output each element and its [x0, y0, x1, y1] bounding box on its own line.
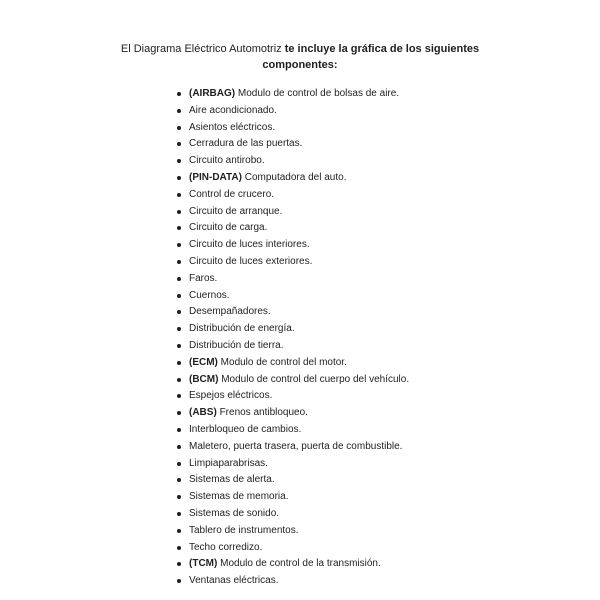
bullet-icon [177, 562, 181, 566]
list-item [175, 220, 409, 237]
list-item [175, 187, 409, 204]
component-list [175, 86, 409, 590]
list-item [175, 472, 409, 489]
component-text: Control de crucero. [189, 188, 275, 200]
list-item [175, 288, 409, 305]
list-item [175, 153, 409, 170]
bullet-icon [177, 579, 181, 583]
component-text: Circuito de luces exteriores. [189, 255, 313, 267]
component-text: Circuito de luces interiores. [189, 239, 310, 251]
component-text: Sistemas de memoria. [189, 491, 289, 503]
component-text: Circuito antirobo. [189, 155, 265, 167]
component-text: Frenos antibloqueo. [219, 407, 308, 419]
component-text: Faros. [189, 272, 218, 284]
component-text: Techo corredizo. [189, 541, 263, 553]
list-item [175, 456, 409, 473]
list-item [175, 237, 409, 254]
list-item [175, 489, 409, 506]
component-text: Limpiaparabrisas. [189, 457, 268, 469]
bullet-icon [177, 378, 181, 382]
component-text: Asientos eléctricos. [189, 121, 276, 133]
component-text: Distribución de tierra. [189, 339, 284, 351]
component-text: Aire acondicionado. [189, 104, 277, 116]
bullet-icon [177, 428, 181, 432]
bullet-icon [177, 226, 181, 230]
bullet-icon [177, 126, 181, 130]
component-text: Modulo de control del motor. [220, 356, 347, 368]
component-text: Tablero de instrumentos. [189, 524, 299, 536]
list-item [175, 254, 409, 271]
list-item [175, 506, 409, 523]
bullet-icon [177, 512, 181, 516]
bullet-icon [177, 142, 181, 146]
list-item [175, 170, 409, 187]
list-item [175, 556, 409, 573]
intro-paragraph [0, 41, 600, 73]
component-text: Espejos eléctricos. [189, 390, 273, 402]
list-item [175, 439, 409, 456]
bullet-icon [177, 294, 181, 298]
list-item [175, 136, 409, 153]
component-code: (BCM) [189, 373, 219, 385]
bullet-icon [177, 176, 181, 180]
component-text: Modulo de control de bolsas de aire. [237, 88, 400, 99]
list-item [175, 271, 409, 288]
bullet-icon [177, 109, 181, 113]
bullet-icon [177, 310, 181, 314]
component-text: Interbloqueo de cambios. [189, 423, 302, 435]
bullet-icon [177, 411, 181, 415]
list-item [175, 573, 409, 590]
list-item [175, 86, 409, 103]
component-text: Sistemas de alerta. [189, 474, 275, 486]
bullet-icon [177, 529, 181, 533]
list-item [175, 388, 409, 405]
list-item [175, 540, 409, 557]
component-text: Maletero, puerta trasera, puerta de combustible. [189, 440, 403, 452]
component-text: Ventanas eléctricas. [189, 575, 279, 587]
list-item [175, 422, 409, 439]
component-code: (ABS) [189, 407, 217, 419]
component-code: (AIRBAG) [189, 88, 236, 99]
intro-line-1 [0, 41, 600, 57]
bullet-icon [177, 361, 181, 365]
bullet-icon [177, 260, 181, 264]
list-item [175, 120, 409, 137]
bullet-icon [177, 193, 181, 197]
list-item [175, 372, 409, 389]
list-item [175, 338, 409, 355]
component-text: Computadora del auto. [244, 171, 347, 183]
bullet-icon [177, 344, 181, 348]
bullet-icon [177, 478, 181, 482]
component-text: Distribución de energía. [189, 323, 295, 335]
intro-normal-text: El Diagrama Eléctrico Automotriz [120, 43, 282, 55]
bullet-icon [177, 159, 181, 163]
component-code: (PIN-DATA) [189, 171, 242, 183]
bullet-icon [177, 327, 181, 331]
bullet-icon [177, 495, 181, 499]
component-text: Modulo de control de la transmisión. [220, 558, 381, 570]
component-code: (TCM) [189, 558, 218, 570]
bullet-icon [177, 277, 181, 281]
component-text: Cerradura de las puertas. [189, 138, 303, 150]
bullet-icon [177, 92, 181, 96]
component-text: Circuito de arranque. [189, 205, 283, 217]
bullet-icon [177, 546, 181, 550]
intro-line-2: componentes: [262, 59, 338, 71]
component-text: Cuernos. [189, 289, 230, 301]
component-text: Modulo de control del cuerpo del vehículo. [221, 373, 410, 385]
list-item [175, 304, 409, 321]
list-item [175, 103, 409, 120]
component-text: Desempañadores. [189, 306, 271, 318]
component-code: (ECM) [189, 356, 218, 368]
bullet-icon [177, 210, 181, 214]
bullet-icon [177, 394, 181, 398]
list-item [175, 355, 409, 372]
bullet-icon [177, 462, 181, 466]
bullet-icon [177, 445, 181, 449]
list-item [175, 523, 409, 540]
bullet-icon [177, 243, 181, 247]
intro-bold-text: te incluye la gráfica de los siguientes [284, 43, 480, 55]
list-item [175, 405, 409, 422]
list-item [175, 204, 409, 221]
list-item [175, 321, 409, 338]
component-text: Sistemas de sonido. [189, 507, 280, 519]
component-text: Circuito de carga. [189, 222, 268, 234]
